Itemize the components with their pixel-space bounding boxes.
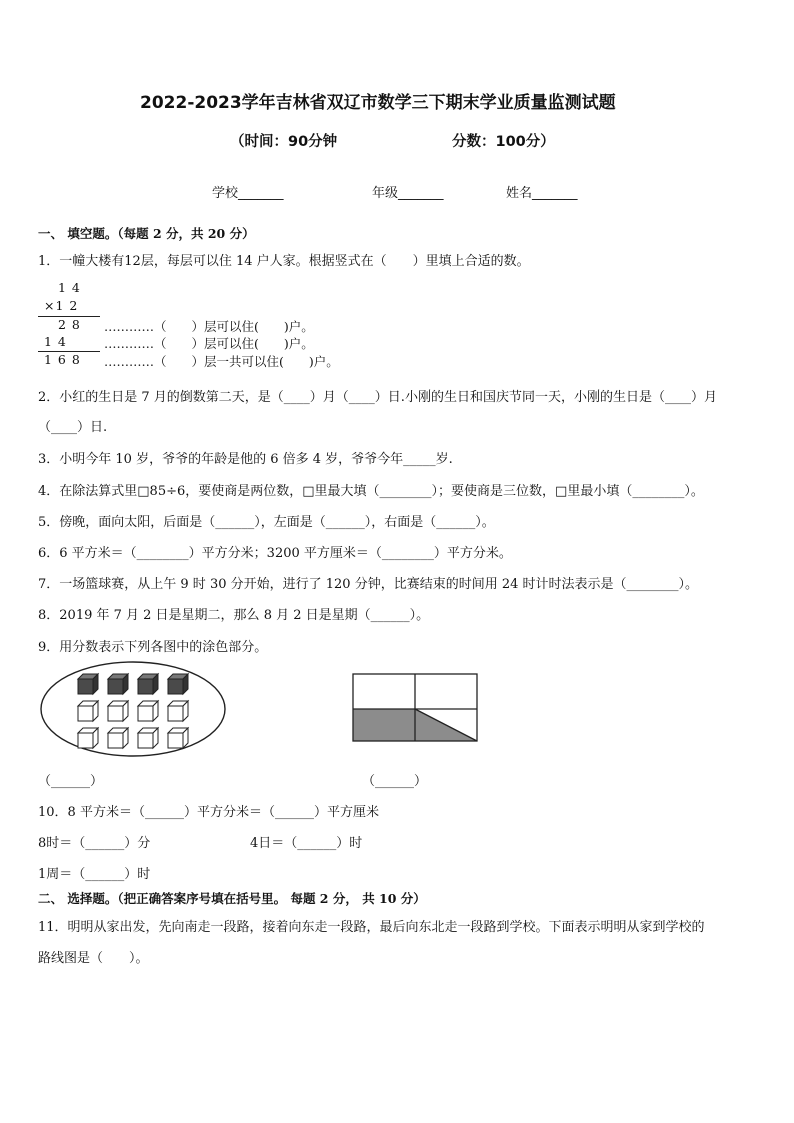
exam-time: （时间：90分钟 (230, 134, 338, 150)
section-heading-fill-in: 一、 填空题。（每题 2 分，共 20 分） (38, 226, 255, 241)
section-heading-choice: 二、 选择题。（把正确答案序号填在括号里。 每题 2 分， 共 10 分） (38, 891, 426, 906)
question-10-days: 4日＝（______）时 (250, 836, 363, 851)
page-title: 2022-2023学年吉林省双辽市数学三下期末学业质量监测试题 (140, 93, 616, 113)
unshaded-cube (108, 728, 128, 748)
question-2-line-1: 2．小红的生日是 7 月的倒数第二天，是（____）月（____）日.小刚的生日和国庆节同一天，小刚的生日是（____）月 (38, 390, 717, 405)
question-7-text: 7．一场篮球赛，从上午 9 时 30 分开始，进行了 120 分钟，比赛结束的时间用 24 时计时法表示是（________）。 (38, 577, 698, 592)
cube-grid (78, 674, 188, 748)
vertical-calc-row-2: ×1 2 (44, 298, 79, 313)
shaded-cube (108, 674, 128, 694)
vertical-calc-row-5: 1 6 8 (44, 352, 81, 367)
unshaded-cube (108, 701, 128, 721)
vertical-calc-row-4: 1 4 (44, 334, 67, 349)
question-11-line-1: 11．明明从家出发，先向南走一段路，接着向东走一段路，最后向东北走一段路到学校。下面表示明明从家到学校的 (38, 920, 705, 935)
cube-group-ellipse (41, 662, 225, 756)
shaded-cube (78, 674, 98, 694)
cube-set-figure (38, 660, 228, 760)
shaded-cube (138, 674, 158, 694)
vertical-calc-row-1: 1 4 (58, 280, 81, 295)
calc-explanation-2: …………（ ）层可以住( )户。 (104, 336, 314, 351)
question-5-text: 5．傍晚，面向太阳，后面是（______），左面是（______），右面是（______）。 (38, 515, 495, 530)
name-field: 姓名_______ (506, 186, 578, 201)
shaded-cube (168, 674, 188, 694)
unshaded-cube (138, 728, 158, 748)
question-11-line-2: 路线图是（ ）。 (38, 951, 149, 966)
calc-explanation-3: …………（ ）层一共可以住( )户。 (104, 354, 339, 369)
question-9-blank-left: （______） (38, 774, 104, 789)
question-3-text: 3．小明今年 10 岁，爷爷的年龄是他的 6 倍多 4 岁，爷爷今年_____岁. (38, 452, 453, 467)
unshaded-cube (168, 701, 188, 721)
question-1-text: 1．一幢大楼有12层，每层可以住 14 户人家。根据竖式在（ ）里填上合适的数。 (38, 254, 530, 269)
unshaded-cube (78, 728, 98, 748)
question-2-line-2: （____）日. (38, 420, 108, 435)
grade-field: 年级_______ (372, 186, 444, 201)
question-9-blank-right: （______） (362, 774, 428, 789)
school-field: 学校_______ (212, 186, 284, 201)
question-4-text: 4．在除法算式里□85÷6，要使商是两位数，□里最大填（________）；要使商是三位数，□里最小填（________）。 (38, 484, 704, 499)
vertical-calc-row-3: 2 8 (58, 317, 81, 332)
question-10-hours: 8时＝（______）分 (38, 836, 151, 851)
unshaded-cube (138, 701, 158, 721)
unshaded-cube (78, 701, 98, 721)
question-10-line-1: 10．8 平方米＝（______）平方分米＝（______）平方厘米 (38, 805, 379, 820)
shaded-left-half (353, 709, 415, 741)
exam-score: 分数：100分） (452, 134, 555, 150)
unshaded-cube (168, 728, 188, 748)
question-10-week: 1周＝（______）时 (38, 867, 151, 882)
question-6-text: 6．6 平方米＝（________）平方分米；3200 平方厘米＝（________）平方分米。 (38, 546, 512, 561)
question-9-text: 9．用分数表示下列各图中的涂色部分。 (38, 640, 268, 655)
calc-explanation-1: …………（ ）层可以住( )户。 (104, 319, 314, 334)
shaded-rectangle-figure (352, 673, 480, 743)
question-8-text: 8．2019 年 7 月 2 日是星期二，那么 8 月 2 日是星期（______）。 (38, 608, 430, 623)
